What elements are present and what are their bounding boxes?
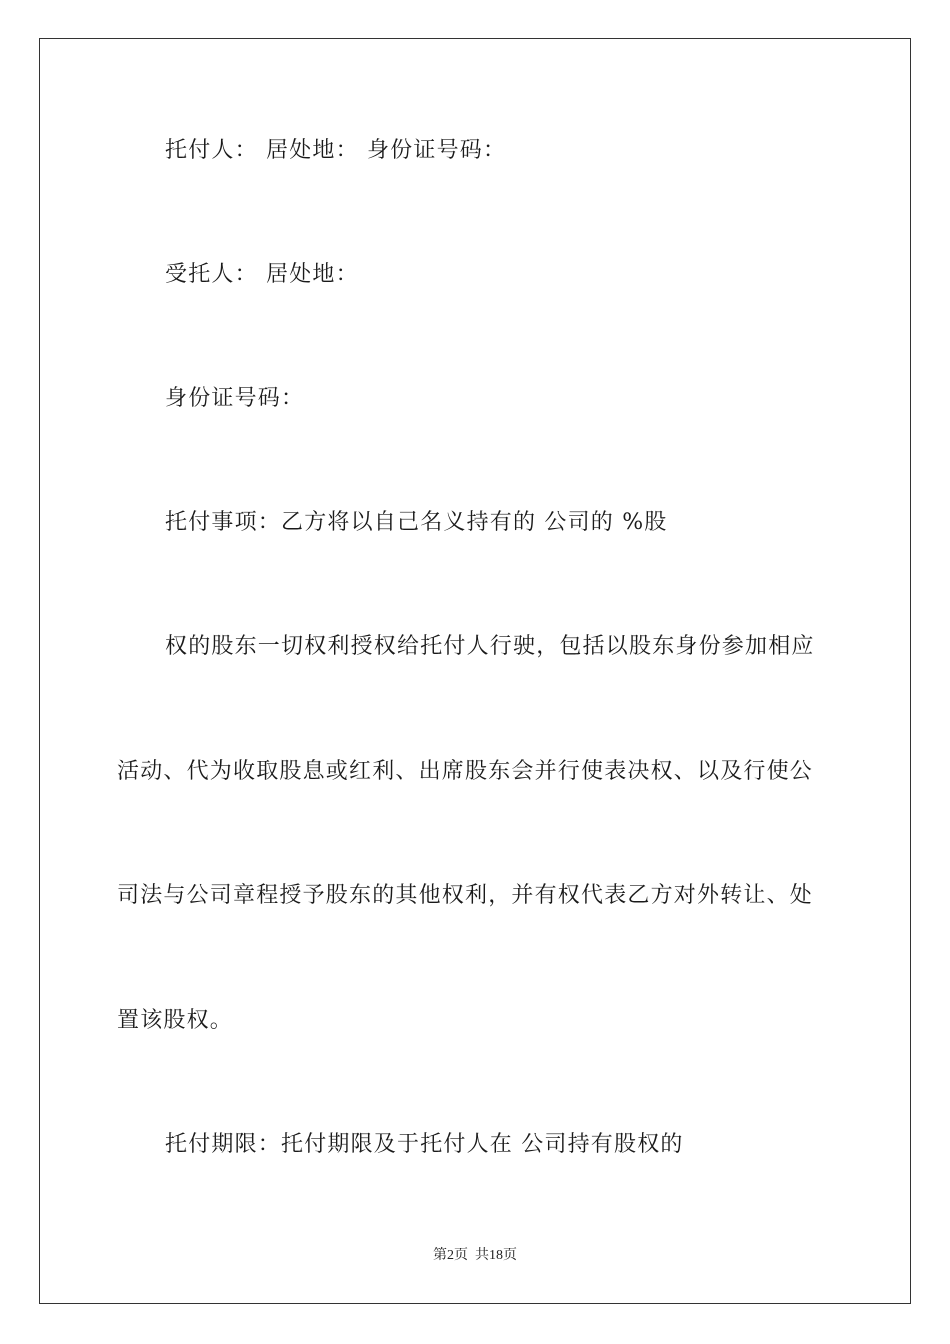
page-footer — [0, 1247, 950, 1265]
principal-line: 托付人： 居处地： 身份证号码： — [165, 138, 507, 163]
page-number-label: 第2页 共18页 — [433, 1248, 517, 1263]
paragraph-line-4: 置该股权。 — [117, 1008, 234, 1033]
paragraph-line-3: 司法与公司章程授予股东的其他权利，并有权代表乙方对外转让、处 — [117, 883, 814, 908]
paragraph-line-1: 权的股东一切权利授权给托付人行驶，包括以股东身份参加相应 — [165, 634, 815, 659]
paragraph-line-2: 活动、代为收取股息或红利、出席股东会并行使表决权、以及行使公 — [117, 759, 814, 784]
id-number-line: 身份证号码： — [165, 386, 305, 411]
trustee-line: 受托人： 居处地： — [165, 262, 359, 287]
page-border — [39, 38, 911, 1304]
entrusted-matter-line: 托付事项：乙方将以自己名义持有的 公司的 %股 — [165, 510, 668, 535]
term-line: 托付期限：托付期限及于托付人在 公司持有股权的 — [165, 1132, 684, 1157]
